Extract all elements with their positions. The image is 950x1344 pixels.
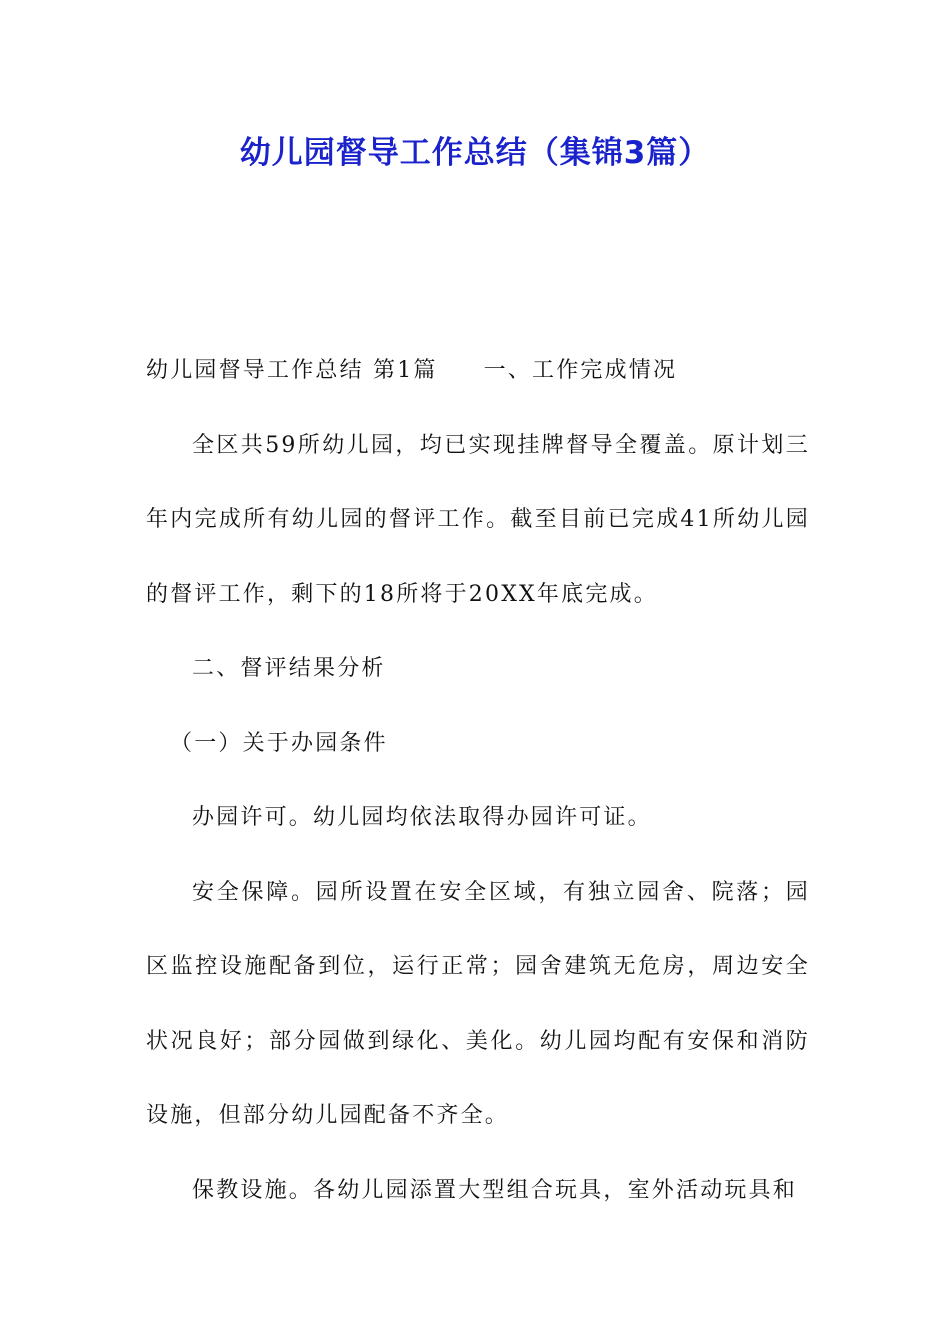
paragraph: 办园许可。幼儿园均依法取得办园许可证。 xyxy=(192,805,652,830)
paragraph: 保教设施。各幼儿园添置大型组合玩具，室外活动玩具和 xyxy=(192,1177,798,1203)
paragraph-section-heading xyxy=(146,334,810,409)
section-heading: 一、工作完成情况 xyxy=(483,358,678,383)
paragraph-heading: 二、督评结果分析 xyxy=(192,656,386,681)
paragraph: 全区共59所幼儿园，均已实现挂牌督导全覆盖。原计划三年内完成所有幼儿园的督评工作。截至目前已完成41所幼儿园的督评工作，剩下的18所将于20XX年底完成。 xyxy=(146,432,810,607)
paragraph: 安全保障。园所设置在安全区域，有独立园舍、院落；园区监控设施配备到位，运行正常；园舍建筑无危房，周边安全状况良好；部分园做到绿化、美化。幼儿园均配有安保和消防设施，但部分幼儿园配备不齐全。 xyxy=(146,879,810,1128)
document-body xyxy=(146,334,810,1228)
paragraph-subheading: （一）关于办园条件 xyxy=(170,730,388,756)
chapter-heading: 幼儿园督导工作总结 第1篇 xyxy=(146,358,438,383)
document-title: 幼儿园督导工作总结（集锦3篇） xyxy=(239,135,711,171)
